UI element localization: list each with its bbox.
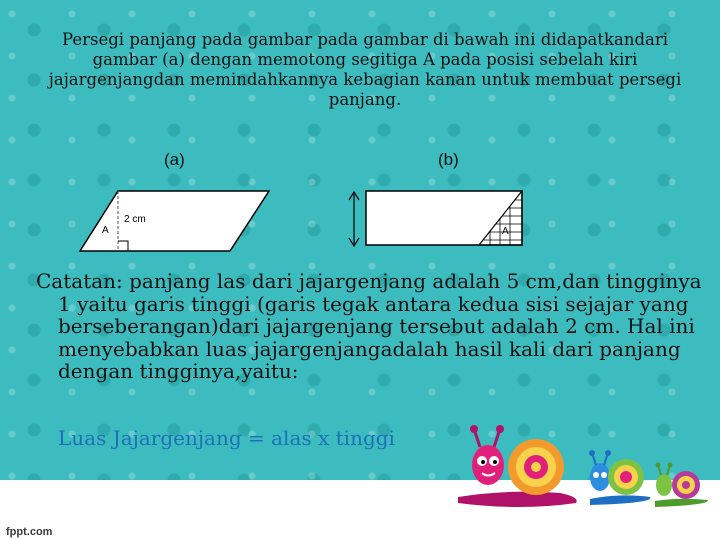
rectangle-figure <box>340 180 540 260</box>
note-text: Catatan: panjang las dari jajargenjang adalah 5 cm,dan tingginya 1 yaitu garis tinggi (garis tegak antara kedua sisi sejajar yang berseberangan)dari jajargenjang tersebut adalah 2 cm. Hal ini menyebabkan luas jajargenjangadalah hasil kali dari panjang dengan tingginya,yaitu: <box>36 269 702 383</box>
snail-illustration <box>450 415 720 515</box>
height-label: 2 cm <box>124 214 146 225</box>
figure-b-label: (b) <box>438 150 459 169</box>
formula-text: Luas Jajargenjang = alas x tinggi <box>58 426 395 450</box>
figure-a-label: (a) <box>164 150 185 169</box>
triangle-a-label: A <box>102 225 109 236</box>
triangle-b-label: A <box>502 226 509 237</box>
intro-text: Persegi panjang pada gambar pada gambar di bawah ini didapatkandari gambar (a) dengan memotong segitiga A pada posisi sebelah kiri jajargenjangdan memindahkannya kebagian kanan untuk membuat persegi panjang. <box>48 30 682 109</box>
parallelogram-figure <box>70 180 280 260</box>
footer-brand: fppt.com <box>6 526 53 538</box>
